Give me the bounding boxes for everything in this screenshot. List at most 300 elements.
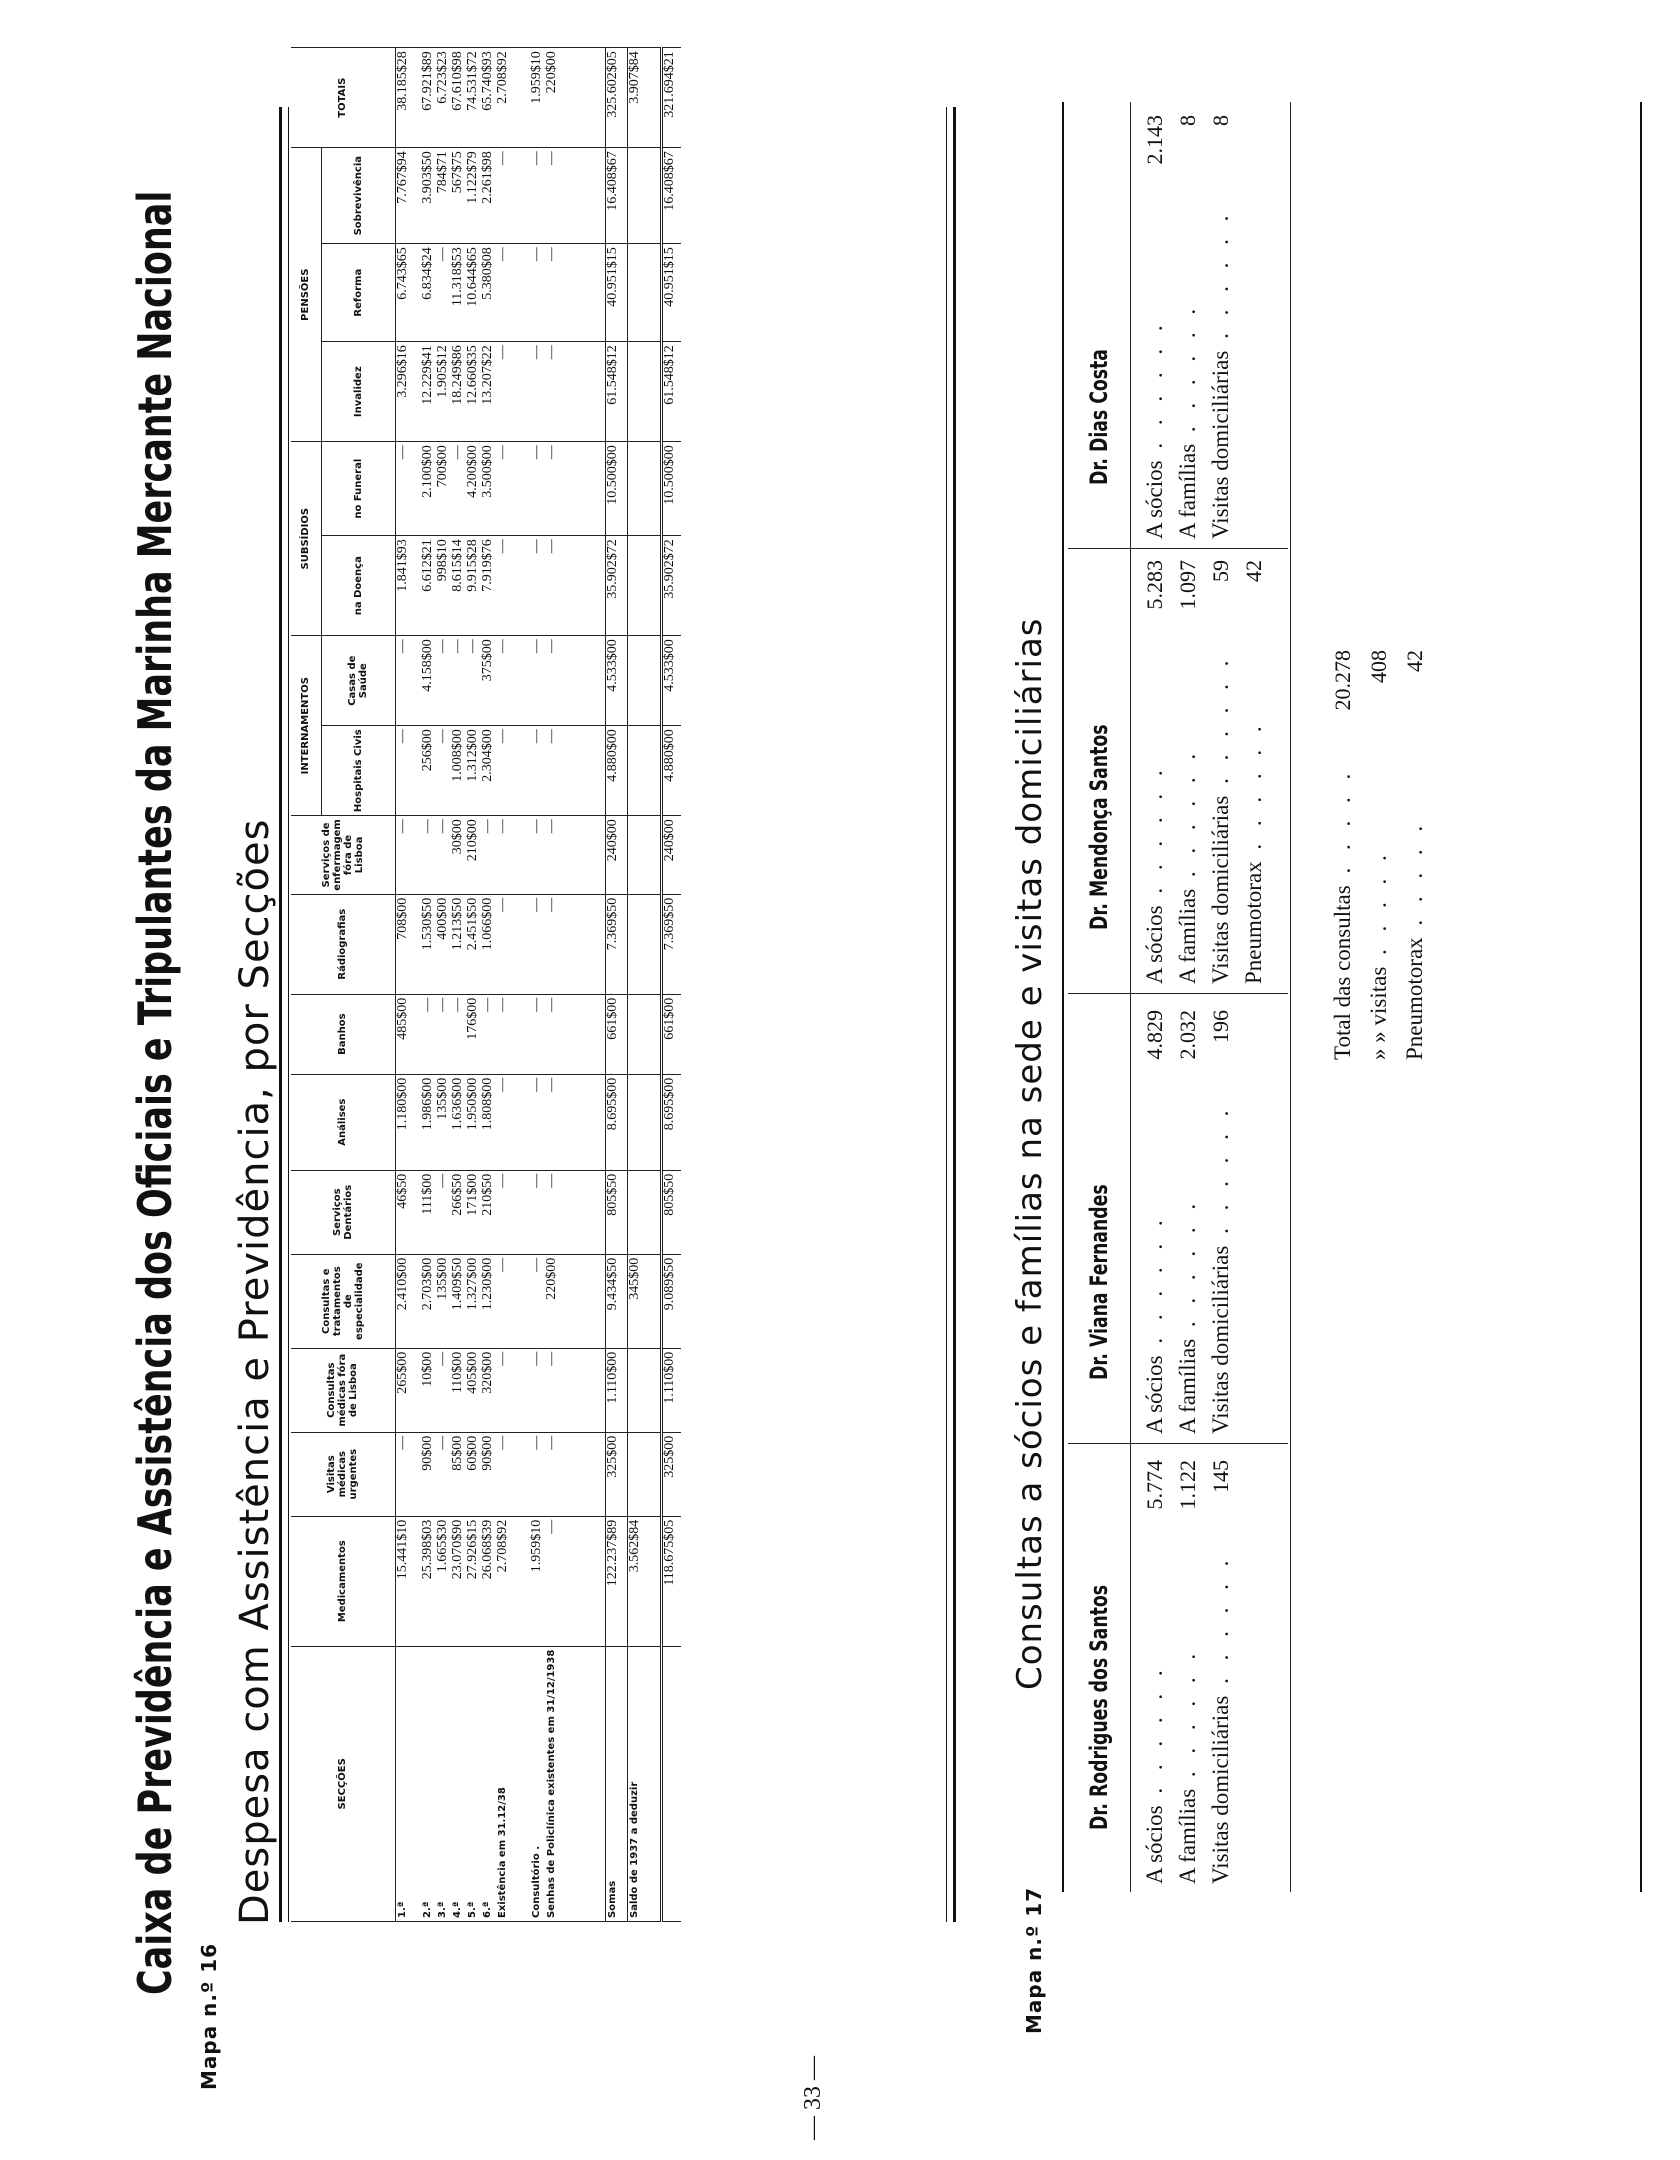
- table-cell: —: [530, 816, 545, 895]
- mapa-16-label: Mapa n.º 16: [197, 1942, 221, 2090]
- doctor-name: Dr. Rodrigues dos Santos: [1085, 1584, 1113, 1830]
- table-cell: 10.500$00: [661, 442, 681, 536]
- table-cell: —: [496, 1254, 530, 1348]
- table-cell: 6.834$24: [421, 244, 436, 342]
- line-label: A famílias: [1175, 1788, 1200, 1884]
- column-divider: [1068, 1443, 1288, 1444]
- table-cell: —: [496, 1348, 530, 1432]
- table-cell: 805$50: [605, 1170, 627, 1254]
- table-cell: 122.237$89: [605, 1516, 627, 1646]
- table-cell: —: [545, 1516, 605, 1646]
- line-value: 8: [1175, 115, 1200, 126]
- leader-dots: . . . . . .: [1175, 747, 1200, 889]
- table-cell: 700$00: [436, 442, 451, 536]
- table-cell: —: [481, 994, 496, 1074]
- row-existencia: [496, 48, 530, 1922]
- leader-dots: . . . . . .: [1208, 1104, 1233, 1246]
- table-cell: 220$00: [545, 48, 605, 148]
- table-cell: —: [496, 1074, 530, 1170]
- table-cell: 67.921$89: [421, 48, 436, 148]
- col-consultas-especialidade: Consultas e tratamentos de especialidade: [291, 1254, 395, 1348]
- col-analises: Análises: [291, 1074, 395, 1170]
- table-cell: 1.986$00: [421, 1074, 436, 1170]
- table-cell: 3.903$50: [421, 148, 436, 244]
- body-divider: [1290, 102, 1291, 1892]
- table-cell: 135$00: [436, 1074, 451, 1170]
- table-cell: [627, 244, 661, 342]
- table-cell: 1.066$00: [481, 894, 496, 994]
- table-cell: —: [436, 816, 451, 895]
- table-cell: [627, 148, 661, 244]
- leader-dots: . . . . . .: [1142, 1214, 1167, 1356]
- table-cell: —: [436, 1170, 451, 1254]
- row-label: Existência em 31.12/38: [496, 1646, 530, 1921]
- table-cell: 74.531$72: [466, 48, 481, 148]
- table-cell: 6.743$65: [395, 244, 421, 342]
- line-value: 42: [1241, 560, 1266, 582]
- line-value: 59: [1208, 560, 1233, 582]
- table-cell: 1.959$10: [530, 1516, 545, 1646]
- line-label: A famílias: [1175, 888, 1200, 984]
- table-cell: [627, 442, 661, 536]
- table-cell: 405$00: [466, 1348, 481, 1432]
- table-cell: 90$00: [421, 1432, 436, 1516]
- table-cell: 61.548$12: [605, 342, 627, 442]
- line-value: 1.097: [1175, 560, 1200, 610]
- table-cell: 40.951$15: [605, 244, 627, 342]
- table-cell: —: [421, 994, 436, 1074]
- table-cell: —: [496, 1432, 530, 1516]
- table-cell: —: [496, 994, 530, 1074]
- table-cell: —: [530, 1170, 545, 1254]
- total-value: 20.278: [1330, 650, 1355, 711]
- table-cell: 325.602$05: [605, 48, 627, 148]
- table-cell: 61.548$12: [661, 342, 681, 442]
- column-divider: [1068, 993, 1288, 994]
- table-cell: [627, 816, 661, 895]
- table-cell: 1.409$50: [451, 1254, 466, 1348]
- table-cell: —: [496, 536, 530, 636]
- line-value: 145: [1208, 1460, 1233, 1493]
- col-casas-saude: Casas de Saúde: [321, 636, 395, 726]
- group-internamentos: INTERNAMENTOS: [291, 636, 321, 816]
- table-cell: 10$00: [421, 1348, 436, 1432]
- line-label: Pneumotorax: [1241, 861, 1266, 984]
- leader-dots: . . . . . .: [1175, 1197, 1200, 1339]
- line-value: 5.774: [1142, 1460, 1167, 1510]
- line-value: 1.122: [1175, 1460, 1200, 1510]
- table-cell: 265$00: [395, 1348, 421, 1432]
- table-cell: —: [530, 994, 545, 1074]
- table-cell: 325$00: [605, 1432, 627, 1516]
- table-cell: —: [496, 148, 530, 244]
- row-label: 4.ª: [451, 1646, 466, 1921]
- table-cell: 12.660$35: [466, 342, 481, 442]
- table-cell: —: [545, 1432, 605, 1516]
- table-cell: —: [496, 726, 530, 816]
- table-cell: 1.327$00: [466, 1254, 481, 1348]
- mapa-16-table: [291, 47, 681, 1922]
- table-cell: —: [530, 536, 545, 636]
- table-cell: —: [436, 244, 451, 342]
- table-cell: 35.902$72: [661, 536, 681, 636]
- table-cell: 2.410$00: [395, 1254, 421, 1348]
- page-number: — 33 —: [800, 2056, 826, 2140]
- table-cell: —: [466, 636, 481, 726]
- table-cell: 2.304$00: [481, 726, 496, 816]
- table-cell: 176$00: [466, 994, 481, 1074]
- doctor-name: Dr. Dias Costa: [1085, 349, 1113, 485]
- table-cell: 10.644$65: [466, 244, 481, 342]
- mapa-17-top-rule: [1062, 102, 1064, 1892]
- table-cell: —: [395, 1432, 421, 1516]
- table-cell: 805$50: [661, 1170, 681, 1254]
- table-cell: —: [530, 1348, 545, 1432]
- col-invalidez: Invalidez: [321, 342, 395, 442]
- row-label: Saldo de 1937 a deduzir: [627, 1646, 661, 1921]
- table-cell: —: [530, 726, 545, 816]
- table-cell: 90$00: [481, 1432, 496, 1516]
- table-cell: —: [436, 994, 451, 1074]
- row-label: 3.ª: [436, 1646, 451, 1921]
- leader-dots: . . . . . .: [1142, 1664, 1167, 1806]
- row-label: Somas: [605, 1646, 627, 1921]
- table-row: [481, 48, 496, 1922]
- table-cell: 321.694$21: [661, 48, 681, 148]
- leader-dots: . . . . . .: [1208, 654, 1233, 796]
- table-cell: 1.950$00: [466, 1074, 481, 1170]
- line-label: A sócios: [1142, 1355, 1167, 1434]
- table-cell: 12.229$41: [421, 342, 436, 442]
- table-row: [451, 48, 466, 1922]
- table-cell: 5.380$08: [481, 244, 496, 342]
- table-cell: —: [395, 636, 421, 726]
- table-cell: —: [496, 244, 530, 342]
- table-cell: 23.070$90: [451, 1516, 466, 1646]
- table-cell: 1.905$12: [436, 342, 451, 442]
- table-cell: 9.915$28: [466, 536, 481, 636]
- table-cell: 998$10: [436, 536, 451, 636]
- table-cell: —: [545, 894, 605, 994]
- table-cell: 3.907$84: [627, 48, 661, 148]
- table-cell: [627, 1170, 661, 1254]
- table-cell: 784$71: [436, 148, 451, 244]
- row-consultorio: [530, 48, 545, 1922]
- table-cell: —: [530, 244, 545, 342]
- row-label: 6.ª: [481, 1646, 496, 1921]
- col-totais: TOTAIS: [291, 48, 395, 148]
- table-cell: 1.312$00: [466, 726, 481, 816]
- leader-dots: . . . . . .: [1208, 209, 1233, 351]
- table-cell: 210$50: [481, 1170, 496, 1254]
- table-cell: 8.695$00: [605, 1074, 627, 1170]
- table-cell: [627, 1348, 661, 1432]
- table-cell: 4.533$00: [661, 636, 681, 726]
- total-label: » » visitas: [1366, 966, 1391, 1060]
- table-top-rule: [279, 107, 289, 1922]
- table-cell: —: [530, 636, 545, 726]
- table-cell: —: [451, 994, 466, 1074]
- line-label: A famílias: [1175, 443, 1200, 539]
- table-cell: —: [545, 1074, 605, 1170]
- col-seccoes: SECÇÕES: [291, 1646, 395, 1921]
- table-row: [466, 48, 481, 1922]
- table-cell: —: [545, 244, 605, 342]
- doctor-name: Dr. Mendonça Santos: [1085, 724, 1113, 930]
- col-enfermagem: Serviços de enfermagem fóra de Lisboa: [291, 816, 395, 895]
- table-cell: —: [530, 442, 545, 536]
- group-subsidios: SUBSÍDIOS: [291, 442, 321, 636]
- table-cell: 1.808$00: [481, 1074, 496, 1170]
- table-cell: 220$00: [545, 1254, 605, 1348]
- table-cell: 4.880$00: [661, 726, 681, 816]
- table-cell: 4.200$00: [466, 442, 481, 536]
- table-cell: 111$00: [421, 1170, 436, 1254]
- table-cell: 11.318$53: [451, 244, 466, 342]
- table-cell: —: [395, 442, 421, 536]
- table-cell: 1.110$00: [661, 1348, 681, 1432]
- table-cell: 1.180$00: [395, 1074, 421, 1170]
- table-cell: —: [530, 1432, 545, 1516]
- column-divider: [1068, 548, 1288, 549]
- line-value: 196: [1208, 1010, 1233, 1043]
- table-cell: [627, 1432, 661, 1516]
- table-cell: 2.100$00: [421, 442, 436, 536]
- table-cell: 6.723$23: [436, 48, 451, 148]
- row-senhas: [545, 48, 605, 1922]
- line-label: Visitas domiciliárias: [1208, 1245, 1233, 1434]
- table-cell: [627, 536, 661, 636]
- table-cell: [627, 342, 661, 442]
- table-cell: —: [481, 816, 496, 895]
- document-title: Caixa de Previdência e Assistência dos Oficiais e Tripulantes da Marinha Mercante Nacional: [128, 190, 182, 1995]
- col-sobrevivencia: Sobrevivência: [321, 148, 395, 244]
- table-cell: [627, 636, 661, 726]
- table-cell: 40.951$15: [661, 244, 681, 342]
- table-cell: 26.068$39: [481, 1516, 496, 1646]
- table-cell: 567$75: [451, 148, 466, 244]
- table-cell: 2.703$00: [421, 1254, 436, 1348]
- col-banhos: Banhos: [291, 994, 395, 1074]
- table-cell: 1.110$00: [605, 1348, 627, 1432]
- table-cell: 15.441$10: [395, 1516, 421, 1646]
- table-cell: —: [496, 342, 530, 442]
- table-cell: 1.213$50: [451, 894, 466, 994]
- table-cell: —: [545, 536, 605, 636]
- table-cell: 2.261$98: [481, 148, 496, 244]
- line-value: 4.829: [1142, 1010, 1167, 1060]
- table-cell: 3.296$16: [395, 342, 421, 442]
- table-cell: —: [436, 636, 451, 726]
- table-cell: 2.451$50: [466, 894, 481, 994]
- line-value: 2.032: [1175, 1010, 1200, 1060]
- table-cell: 661$00: [605, 994, 627, 1074]
- table-cell: —: [545, 636, 605, 726]
- table-cell: [627, 1074, 661, 1170]
- table-cell: —: [530, 1074, 545, 1170]
- table-cell: 65.740$93: [481, 48, 496, 148]
- table-cell: 661$00: [661, 994, 681, 1074]
- table-cell: —: [530, 894, 545, 994]
- doctor-name: Dr. Viana Fernandes: [1085, 1184, 1113, 1380]
- table-cell: —: [496, 816, 530, 895]
- leader-dots: . . . . . .: [1175, 1647, 1200, 1789]
- col-hospitais: Hospitais Civis: [321, 726, 395, 816]
- leader-dots: . . . . .: [1366, 849, 1391, 967]
- table-cell: —: [496, 636, 530, 726]
- table-cell: —: [530, 1254, 545, 1348]
- table-cell: 30$00: [451, 816, 466, 895]
- table-cell: 2.708$92: [496, 1516, 530, 1646]
- table-cell: 7.369$50: [605, 894, 627, 994]
- table-row: [421, 48, 436, 1922]
- table-cell: 2.708$92: [496, 48, 530, 148]
- row-label: 2.ª: [421, 1646, 436, 1921]
- table-cell: 85$00: [451, 1432, 466, 1516]
- line-value: 5.283: [1142, 560, 1167, 610]
- table-cell: 1.008$00: [451, 726, 466, 816]
- table-cell: 3.562$84: [627, 1516, 661, 1646]
- leader-dots: . . . . . .: [1175, 302, 1200, 444]
- table-cell: 708$00: [395, 894, 421, 994]
- table-cell: —: [545, 1170, 605, 1254]
- table-cell: 118.675$05: [661, 1516, 681, 1646]
- table-cell: —: [395, 726, 421, 816]
- table-row: [395, 48, 421, 1922]
- table-cell: —: [451, 636, 466, 726]
- table-cell: 266$50: [451, 1170, 466, 1254]
- table-cell: 1.230$00: [481, 1254, 496, 1348]
- table-cell: 110$00: [451, 1348, 466, 1432]
- row-final: [661, 48, 681, 1922]
- leader-dots: . . . . . .: [1142, 764, 1167, 906]
- table-cell: 171$00: [466, 1170, 481, 1254]
- table-cell: 345$00: [627, 1254, 661, 1348]
- table-cell: —: [530, 148, 545, 244]
- table-cell: 13.207$22: [481, 342, 496, 442]
- row-label: 1.ª: [395, 1646, 421, 1921]
- line-label: A sócios: [1142, 460, 1167, 539]
- table-cell: 240$00: [605, 816, 627, 895]
- table-cell: 25.398$03: [421, 1516, 436, 1646]
- total-label: Total das consultas: [1330, 885, 1355, 1060]
- line-label: A sócios: [1142, 1805, 1167, 1884]
- table-cell: —: [496, 894, 530, 994]
- table-cell: 27.926$15: [466, 1516, 481, 1646]
- table-cell: —: [436, 1348, 451, 1432]
- col-na-doenca: na Doença: [321, 536, 395, 636]
- col-no-funeral: no Funeral: [321, 442, 395, 536]
- table-cell: —: [436, 726, 451, 816]
- col-medicamentos: Medicamentos: [291, 1516, 395, 1646]
- table-cell: 9.089$50: [661, 1254, 681, 1348]
- table-cell: 67.610$98: [451, 48, 466, 148]
- mapa-17-bottom-rule: [1640, 102, 1642, 1892]
- table-cell: —: [545, 1348, 605, 1432]
- col-consultas-fora: Consultas médicas fóra de Lisboa: [291, 1348, 395, 1432]
- table-cell: 16.408$67: [661, 148, 681, 244]
- leader-dots: . . . . .: [1330, 767, 1355, 886]
- table-cell: 6.612$21: [421, 536, 436, 636]
- row-saldo: [627, 48, 661, 1922]
- row-label: Consultório .: [530, 1646, 545, 1921]
- group-pensoes: PENSÕES: [291, 148, 321, 442]
- table-cell: 400$00: [436, 894, 451, 994]
- mapa-17-subtitle: Consultas a sócios e famílias na sede e visitas domiciliárias: [1010, 617, 1050, 1690]
- table-cell: —: [395, 816, 421, 895]
- row-somas: [605, 48, 627, 1922]
- table-cell: —: [545, 342, 605, 442]
- row-label: [661, 1646, 681, 1921]
- table-cell: —: [530, 342, 545, 442]
- table-cell: 240$00: [661, 816, 681, 895]
- line-label: A famílias: [1175, 1338, 1200, 1434]
- table-cell: —: [421, 816, 436, 895]
- table-cell: —: [451, 442, 466, 536]
- table-cell: 1.530$50: [421, 894, 436, 994]
- table-cell: 8.695$00: [661, 1074, 681, 1170]
- col-dentarios: Serviços Dentários: [291, 1170, 395, 1254]
- table-cell: 38.185$28: [395, 48, 421, 148]
- table-cell: —: [496, 442, 530, 536]
- table-cell: 3.500$00: [481, 442, 496, 536]
- table-cell: 9.434$50: [605, 1254, 627, 1348]
- table-cell: 1.665$30: [436, 1516, 451, 1646]
- table-cell: [627, 994, 661, 1074]
- table-cell: 320$00: [481, 1348, 496, 1432]
- table-cell: 7.919$76: [481, 536, 496, 636]
- table-cell: 135$00: [436, 1254, 451, 1348]
- table-cell: 7.767$94: [395, 148, 421, 244]
- mapa-16-body: [395, 48, 681, 1922]
- table-cell: 8.615$14: [451, 536, 466, 636]
- total-value: 408: [1366, 650, 1391, 683]
- table-cell: 4.158$00: [421, 636, 436, 726]
- line-label: A sócios: [1142, 905, 1167, 984]
- table-cell: —: [545, 816, 605, 895]
- line-label: Visitas domiciliárias: [1208, 1695, 1233, 1884]
- table-cell: 16.408$67: [605, 148, 627, 244]
- mapa-17-label: Mapa n.º 17: [1022, 1886, 1046, 2034]
- col-visitas: Visitas médicas urgentes: [291, 1432, 395, 1516]
- table-cell: 210$00: [466, 816, 481, 895]
- leader-dots: . . . . . .: [1208, 1554, 1233, 1696]
- table-cell: —: [496, 1170, 530, 1254]
- line-label: Visitas domiciliárias: [1208, 795, 1233, 984]
- col-radiografias: Rádiografias: [291, 894, 395, 994]
- total-value: 42: [1402, 650, 1427, 672]
- table-cell: —: [545, 442, 605, 536]
- table-cell: 10.500$00: [605, 442, 627, 536]
- table-cell: 1.636$00: [451, 1074, 466, 1170]
- table-cell: 1.959$10: [530, 48, 545, 148]
- table-cell: 4.533$00: [605, 636, 627, 726]
- header-divider: [1130, 102, 1131, 1892]
- table-cell: —: [545, 726, 605, 816]
- table-cell: —: [545, 148, 605, 244]
- table-cell: [627, 726, 661, 816]
- table-cell: 18.249$86: [451, 342, 466, 442]
- table-cell: 60$00: [466, 1432, 481, 1516]
- table-cell: 325$00: [661, 1432, 681, 1516]
- leader-dots: . . . . . .: [1142, 319, 1167, 461]
- table-cell: 256$00: [421, 726, 436, 816]
- line-value: 2.143: [1142, 115, 1167, 165]
- table-cell: 4.880$00: [605, 726, 627, 816]
- leader-dots: . . . . .: [1402, 819, 1427, 938]
- table-cell: 1.122$79: [466, 148, 481, 244]
- mapa-16-subtitle: Despesa com Assistência e Previdência, por Secções: [232, 818, 278, 1925]
